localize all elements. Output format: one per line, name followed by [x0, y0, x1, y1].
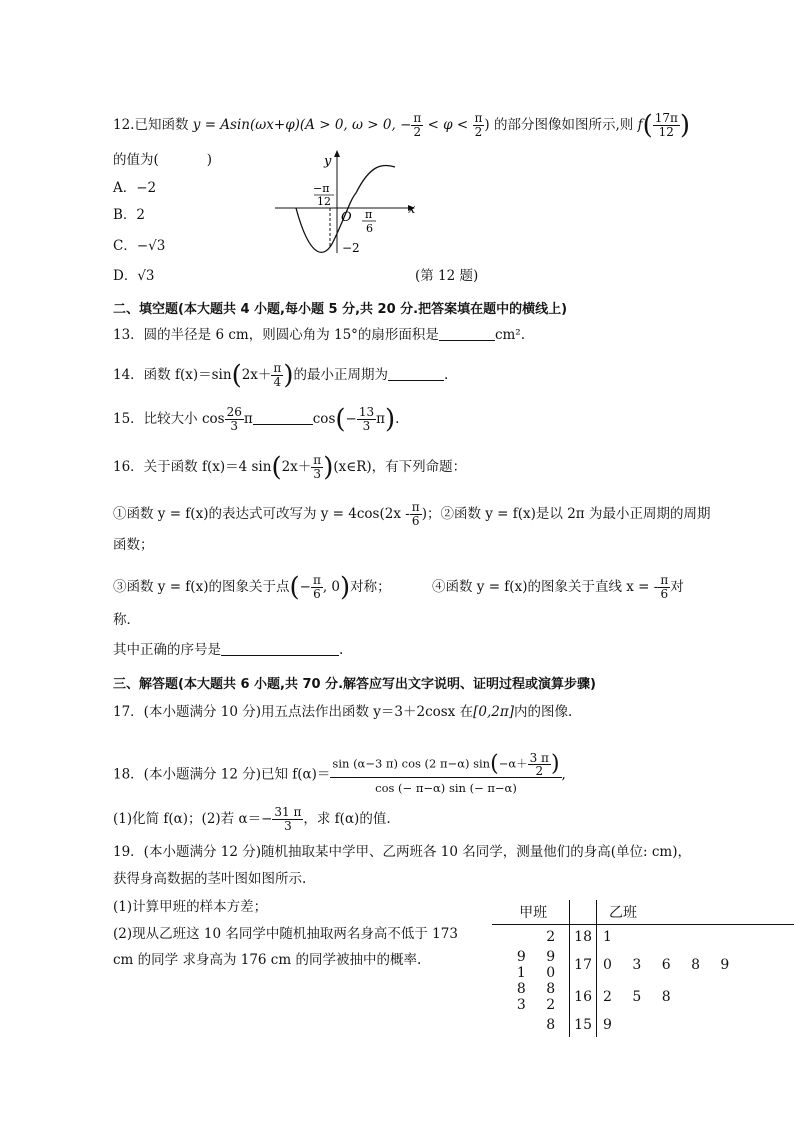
q18-fraction: sin (α−3 π) cos (2 π−α) sin(−α＋ $\frac{3 \pi}{2}$ ) cos (− π−α) sin (− π−α) [332, 751, 560, 795]
q15-blank [253, 410, 313, 425]
q12-option-d: D．√3 [113, 268, 155, 284]
q12-value-of: 的值为( ) [113, 152, 213, 168]
origin-label: O [341, 210, 352, 225]
table-row: 9 9 1 0 17 0 3 6 8 9 [516, 949, 738, 981]
min-label: −2 [342, 241, 360, 255]
q19-line1: 19．(本小题满分 12 分)随机抽取某中学甲、乙两班各 10 名同学，测量他们的身高(单位: cm)， [113, 844, 691, 860]
q14: 14．函数 f(x)＝sin(2x＋ $\frac{\pi}{4}$ )的最小正周期为 . [113, 360, 449, 391]
y-axis-arrow [334, 150, 340, 157]
q19-line2: 获得身高数据的茎叶图如图所示. [113, 871, 307, 887]
section3-title: 三、解答题(本大题共 6 小题,共 70 分.解答应写出文字说明、证明过程或演算步骤) [113, 677, 596, 692]
q12-frac-pi2: $\frac{\pi}{2}$ [474, 111, 483, 139]
q19-line5: cm 的同学 求身高为 176 cm 的同学被抽中的概率. [113, 952, 422, 968]
q16-prop-3: ③函数 y = f(x)的图象关于点(− $\frac{\pi}{6}$ , 0)对称； [113, 572, 391, 603]
q12-stem: 12.已知函数 y = Asin(ωx+φ)(A > 0, ω > 0, − $\frac{\pi}{2}$ < φ < $\frac{\pi}{2}$ ) 的部分图像如图所示,则 f( $\frac{17\pi}{12}$ ) [113, 110, 691, 141]
section2-title: 二、填空题(本大题共 4 小题,每小题 5 分,共 20 分.把答案填在题中的横线上) [113, 302, 568, 317]
q15: 15．比较大小 cos $\frac{26}{3}$ π cos(− $\frac{13}{3}$ π). [113, 404, 400, 435]
left-tick-num: −π [313, 182, 330, 195]
q14-blank [388, 366, 444, 381]
q19-line3: (1)计算甲班的样本方差； [113, 899, 268, 915]
q18-sub: (1)化简 f(α)；(2)若 α＝− $\frac{31 \pi}{3}$ ，求 f(α)的值. [113, 805, 391, 833]
q13-blank [439, 326, 495, 341]
left-tick-den: 12 [317, 195, 331, 208]
q16-ask: 其中正确的序号是 . [113, 642, 344, 658]
q12-sine-graph [270, 145, 430, 260]
q12-option-a: A．−2 [113, 180, 157, 196]
y-label: y [324, 154, 332, 169]
q16-prop-4-cont: 称． [113, 612, 140, 628]
stem-leaf-header [492, 900, 794, 925]
table-row: 8 8 3 2 16 2 5 8 [516, 981, 679, 1013]
table-row: 2 18 1 [492, 925, 794, 950]
q12-frac-17pi12: $\frac{17\pi}{12}$ [654, 111, 678, 139]
stem-leaf-plot [492, 900, 794, 1037]
left-header: 甲班 [519, 905, 548, 921]
q19-line4: (2)现从乙班这 10 名同学中随机抽取两名身高不低于 173 [113, 926, 458, 942]
table-row: 8 15 9 [492, 1013, 794, 1037]
sine-curve [296, 165, 395, 252]
q16-prop-1-2: ①函数 y = f(x)的表达式可改写为 y = 4cos(2x - $\frac{\pi}{6}$ )；②函数 y = f(x)是以 2π 为最小正周期的周期 [113, 500, 711, 528]
q16-prop-4: ④函数 y = f(x)的图象关于直线 x = - $\frac{\pi}{6}$ 对 [432, 573, 684, 601]
right-header: 乙班 [609, 905, 637, 921]
q18-stem: 18．(本小题满分 12 分)已知 f(α)＝ sin (α−3 π) cos (2 π−α) sin(−α＋ $\frac{3 \pi}{2}$ ) cos (− π−α) sin (− π−α) , [113, 752, 566, 798]
q12-option-c: C．−√3 [113, 238, 166, 254]
q16-stem: 16．关于函数 f(x)＝4 sin(2x＋ $\frac{\pi}{3}$ )(x∈R)，有下列命题： [113, 452, 467, 483]
q12-frac-neg-pi2: $\frac{\pi}{2}$ [413, 111, 422, 139]
q13: 13．圆的半径是 6 cm，则圆心角为 15°的扇形面积是 cm². [113, 327, 526, 343]
q16-prop-2-cont: 函数； [113, 537, 154, 553]
q16-blank [221, 641, 339, 656]
right-tick-num: π [365, 208, 373, 221]
q12-option-b: B．2 [113, 207, 146, 223]
x-label: x [408, 202, 416, 217]
q17: 17．(本小题满分 10 分)用五点法作出函数 y＝3＋2cosx 在[0,2π]内的图像. [113, 704, 573, 720]
right-tick-den: 6 [366, 222, 373, 235]
q12-caption: (第 12 题) [415, 268, 479, 284]
